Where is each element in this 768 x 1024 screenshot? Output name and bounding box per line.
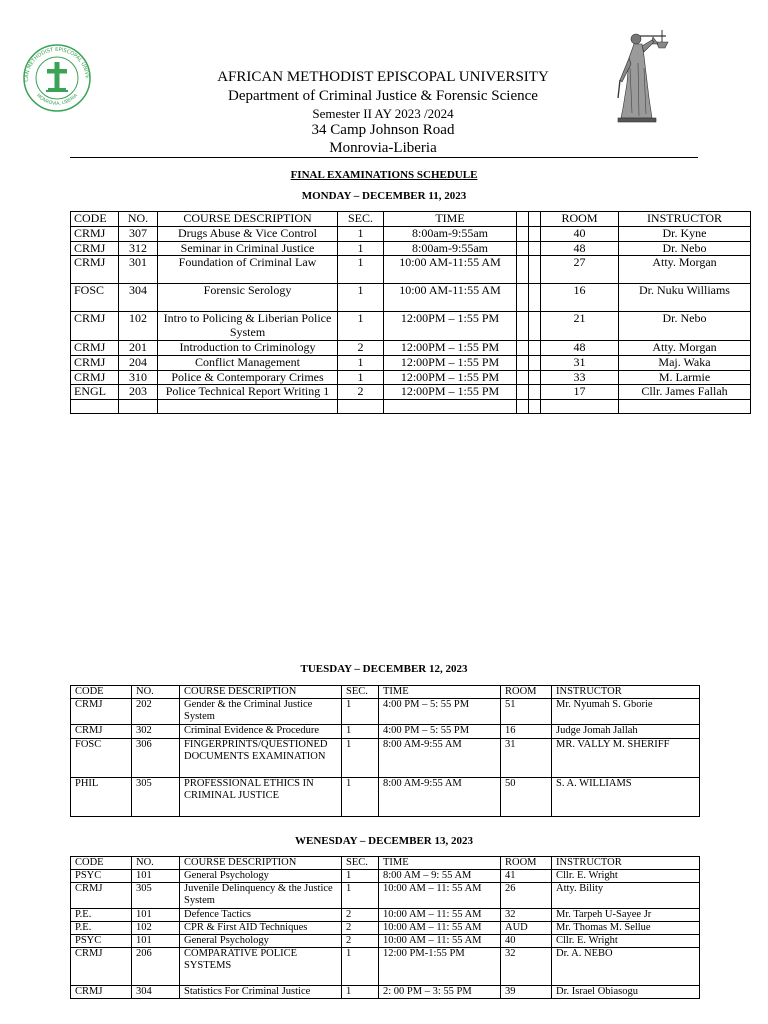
header-cell-number: NO. <box>119 212 158 227</box>
cell-course-description: Police & Contemporary Crimes <box>158 370 338 385</box>
cell-time: 4:00 PM – 5: 55 PM <box>379 699 501 725</box>
cell-number: 302 <box>132 725 180 739</box>
cell-blank-a <box>517 241 529 256</box>
cell-code: CRMJ <box>71 256 119 284</box>
cell-code: ENGL <box>71 385 119 400</box>
table-row <box>71 986 700 999</box>
header-cell-code: CODE <box>71 857 132 870</box>
table-row <box>71 870 700 883</box>
header-cell-number: NO. <box>132 857 180 870</box>
header-cell-course-description: COURSE DESCRIPTION <box>180 686 342 699</box>
table-row <box>71 400 751 414</box>
cell-code: P.E. <box>71 909 132 922</box>
cell-instructor: Cllr. E. Wright <box>552 935 700 948</box>
header-cell-course-description: COURSE DESCRIPTION <box>158 212 338 227</box>
table-row <box>71 922 700 935</box>
cell-section: 1 <box>342 948 379 986</box>
cell-time: 4:00 PM – 5: 55 PM <box>379 725 501 739</box>
cell-instructor: Mr. Tarpeh U-Sayee Jr <box>552 909 700 922</box>
cell-blank-a <box>517 385 529 400</box>
cell-instructor: Atty. Morgan <box>619 340 751 355</box>
cell-number: 102 <box>132 922 180 935</box>
table-row <box>71 385 751 400</box>
cell-code: CRMJ <box>71 883 132 909</box>
wednesday-schedule-table <box>70 856 700 999</box>
semester-label: Semester II AY 2023 /2024 <box>312 106 454 121</box>
cell-instructor: Maj. Waka <box>619 355 751 370</box>
cell-number <box>119 400 158 414</box>
cell-room: 51 <box>501 699 552 725</box>
cell-course-description: Statistics For Criminal Justice <box>180 986 342 999</box>
cell-code: CRMJ <box>71 699 132 725</box>
cell-section: 1 <box>342 778 379 817</box>
cell-section: 1 <box>338 312 384 341</box>
cell-time <box>384 400 517 414</box>
cell-blank-b <box>529 370 541 385</box>
cell-code: PSYC <box>71 870 132 883</box>
cell-number: 206 <box>132 948 180 986</box>
cell-time: 8:00 AM-9:55 AM <box>379 778 501 817</box>
cell-section: 1 <box>342 699 379 725</box>
cell-code: FOSC <box>71 739 132 778</box>
header-cell-instructor: INSTRUCTOR <box>619 212 751 227</box>
cell-room: 21 <box>541 312 619 341</box>
cell-course-description: Gender & the Criminal Justice System <box>180 699 342 725</box>
cell-blank-b <box>529 355 541 370</box>
cell-blank-a <box>517 256 529 284</box>
header-cell-code: CODE <box>71 686 132 699</box>
cell-code: CRMJ <box>71 370 119 385</box>
header-cell-code: CODE <box>71 212 119 227</box>
cell-course-description: Police Technical Report Writing 1 <box>158 385 338 400</box>
cell-instructor: M. Larmie <box>619 370 751 385</box>
cell-room: 17 <box>541 385 619 400</box>
cell-number: 101 <box>132 870 180 883</box>
cell-number: 101 <box>132 909 180 922</box>
cell-blank-a <box>517 370 529 385</box>
table-row <box>71 241 751 256</box>
cell-instructor: Dr. Kyne <box>619 226 751 241</box>
cell-time: 12:00PM – 1:55 PM <box>384 385 517 400</box>
cell-room: 31 <box>541 355 619 370</box>
schedule-title: FINAL EXAMINATIONS SCHEDULE <box>290 169 478 181</box>
cell-course-description: Drugs Abuse & Vice Control <box>158 226 338 241</box>
cell-time: 8:00 AM – 9: 55 AM <box>379 870 501 883</box>
cell-room: 32 <box>501 948 552 986</box>
cell-blank-b <box>529 400 541 414</box>
header-cell-time: TIME <box>379 686 501 699</box>
cell-number: 201 <box>119 340 158 355</box>
table-row <box>71 340 751 355</box>
header-cell-instructor: INSTRUCTOR <box>552 686 700 699</box>
table-row <box>71 778 700 817</box>
cell-code: FOSC <box>71 284 119 312</box>
cell-course-description <box>158 400 338 414</box>
cell-room: 16 <box>541 284 619 312</box>
cell-room: AUD <box>501 922 552 935</box>
cell-blank-a <box>517 355 529 370</box>
cell-code: CRMJ <box>71 725 132 739</box>
cell-room: 50 <box>501 778 552 817</box>
cell-instructor: Cllr. E. Wright <box>552 870 700 883</box>
seal-cross-emblem <box>46 62 68 92</box>
table-row <box>71 284 751 312</box>
cell-code: CRMJ <box>71 226 119 241</box>
cell-instructor: Atty. Bility <box>552 883 700 909</box>
cell-code: CRMJ <box>71 340 119 355</box>
cell-section: 2 <box>342 909 379 922</box>
cell-instructor: Dr. Nebo <box>619 312 751 341</box>
table-row <box>71 226 751 241</box>
table-row <box>71 883 700 909</box>
table-row <box>71 935 700 948</box>
cell-section: 1 <box>342 986 379 999</box>
cell-instructor: S. A. WILLIAMS <box>552 778 700 817</box>
header-cell-room: ROOM <box>541 212 619 227</box>
svg-text:AFRICAN METHODIST EPISCOPAL UN <box>18 44 90 82</box>
cell-instructor: Dr. Nuku Williams <box>619 284 751 312</box>
cell-course-description: Seminar in Criminal Justice <box>158 241 338 256</box>
cell-section: 1 <box>338 284 384 312</box>
cell-room: 48 <box>541 340 619 355</box>
cell-course-description: Defence Tactics <box>180 909 342 922</box>
cell-blank-b <box>529 284 541 312</box>
cell-course-description: COMPARATIVE POLICE SYSTEMS <box>180 948 342 986</box>
cell-blank-b <box>529 226 541 241</box>
cell-section: 1 <box>342 870 379 883</box>
cell-number: 306 <box>132 739 180 778</box>
university-name: AFRICAN METHODIST EPISCOPAL UNIVERSITY <box>217 69 549 85</box>
cell-number: 304 <box>132 986 180 999</box>
cell-number: 203 <box>119 385 158 400</box>
cell-room: 27 <box>541 256 619 284</box>
header-cell-number: NO. <box>132 686 180 699</box>
cell-instructor: MR. VALLY M. SHERIFF <box>552 739 700 778</box>
cell-number: 102 <box>119 312 158 341</box>
cell-blank-b <box>529 256 541 284</box>
cell-course-description: FINGERPRINTS/QUESTIONED DOCUMENTS EXAMINATION <box>180 739 342 778</box>
cell-code: CRMJ <box>71 948 132 986</box>
header-cell-room: ROOM <box>501 686 552 699</box>
cell-time: 8:00am-9:55am <box>384 226 517 241</box>
table-row <box>71 256 751 284</box>
cell-room: 39 <box>501 986 552 999</box>
cell-number: 305 <box>132 778 180 817</box>
cell-instructor: Atty. Morgan <box>619 256 751 284</box>
cell-code: CRMJ <box>71 312 119 341</box>
cell-instructor: Dr. Nebo <box>619 241 751 256</box>
cell-course-description: General Psychology <box>180 935 342 948</box>
header-cell-time: TIME <box>379 857 501 870</box>
cell-number: 304 <box>119 284 158 312</box>
table-row <box>71 725 700 739</box>
cell-time: 10:00 AM-11:55 AM <box>384 284 517 312</box>
cell-section: 1 <box>338 256 384 284</box>
cell-course-description: General Psychology <box>180 870 342 883</box>
cell-time: 10:00 AM – 11: 55 AM <box>379 922 501 935</box>
wednesday-heading: WENESDAY – DECEMBER 13, 2023 <box>295 835 473 847</box>
cell-code: PSYC <box>71 935 132 948</box>
cell-instructor: Mr. Thomas M. Sellue <box>552 922 700 935</box>
cell-time: 10:00 AM-11:55 AM <box>384 256 517 284</box>
cell-section: 1 <box>338 370 384 385</box>
cell-time: 12:00 PM-1:55 PM <box>379 948 501 986</box>
cell-instructor: Dr. Israel Obiasogu <box>552 986 700 999</box>
header-cell-time: TIME <box>384 212 517 227</box>
cell-blank-b <box>529 340 541 355</box>
cell-course-description: Juvenile Delinquency & the Justice System <box>180 883 342 909</box>
seal-text-top: CAN METHODIST EPISCOPAL UNIVE <box>23 46 90 82</box>
header-cell-course-description: COURSE DESCRIPTION <box>180 857 342 870</box>
cell-number: 301 <box>119 256 158 284</box>
cell-number: 312 <box>119 241 158 256</box>
cell-code: CRMJ <box>71 355 119 370</box>
cell-section: 1 <box>338 355 384 370</box>
university-seal-logo <box>18 44 96 112</box>
header-cell-section: SEC. <box>338 212 384 227</box>
cell-section: 2 <box>338 385 384 400</box>
cell-time: 8:00 AM-9:55 AM <box>379 739 501 778</box>
header-cell-section: SEC. <box>342 857 379 870</box>
cell-blank-a <box>517 340 529 355</box>
table-row <box>71 699 700 725</box>
cell-section: 1 <box>342 739 379 778</box>
cell-time: 12:00PM – 1:55 PM <box>384 312 517 341</box>
seal-text-bottom: MONROVIA, LIBERIA <box>35 93 79 107</box>
cell-course-description: PROFESSIONAL ETHICS IN CRIMINAL JUSTICE <box>180 778 342 817</box>
cell-blank-b <box>529 241 541 256</box>
tuesday-schedule-table <box>70 685 700 817</box>
cell-time: 10:00 AM – 11: 55 AM <box>379 909 501 922</box>
cell-section: 1 <box>342 883 379 909</box>
table-header-row <box>71 857 700 870</box>
cell-section: 2 <box>342 935 379 948</box>
cell-time: 12:00PM – 1:55 PM <box>384 340 517 355</box>
city-label: Monrovia-Liberia <box>329 140 437 156</box>
cell-time: 10:00 AM – 11: 55 AM <box>379 883 501 909</box>
cell-blank-a <box>517 312 529 341</box>
table-row <box>71 739 700 778</box>
cell-course-description: Intro to Policing & Liberian Police System <box>158 312 338 341</box>
cell-number: 307 <box>119 226 158 241</box>
cell-blank-a <box>517 226 529 241</box>
cell-room: 33 <box>541 370 619 385</box>
cell-room <box>541 400 619 414</box>
cell-course-description: Criminal Evidence & Procedure <box>180 725 342 739</box>
cell-instructor: Judge Jomah Jallah <box>552 725 700 739</box>
cell-blank-a <box>517 284 529 312</box>
cell-code: CRMJ <box>71 241 119 256</box>
cell-section <box>338 400 384 414</box>
table-row <box>71 948 700 986</box>
cell-room: 26 <box>501 883 552 909</box>
table-header-row <box>71 212 751 227</box>
cell-instructor: Mr. Nyumah S. Gborie <box>552 699 700 725</box>
table-row <box>71 370 751 385</box>
table-row <box>71 312 751 341</box>
table-row <box>71 355 751 370</box>
cell-room: 32 <box>501 909 552 922</box>
cell-time: 12:00PM – 1:55 PM <box>384 355 517 370</box>
cell-room: 16 <box>501 725 552 739</box>
cell-number: 310 <box>119 370 158 385</box>
cell-time: 10:00 AM – 11: 55 AM <box>379 935 501 948</box>
cell-time: 12:00PM – 1:55 PM <box>384 370 517 385</box>
table-row <box>71 909 700 922</box>
header-cell-blank-b <box>529 212 541 227</box>
cell-section: 1 <box>338 241 384 256</box>
cell-section: 2 <box>342 922 379 935</box>
cell-time: 8:00am-9:55am <box>384 241 517 256</box>
cell-course-description: Forensic Serology <box>158 284 338 312</box>
cell-blank-b <box>529 312 541 341</box>
header-cell-section: SEC. <box>342 686 379 699</box>
cell-number: 101 <box>132 935 180 948</box>
street-address: 34 Camp Johnson Road <box>311 122 455 138</box>
cell-course-description: Foundation of Criminal Law <box>158 256 338 284</box>
cell-room: 41 <box>501 870 552 883</box>
monday-schedule-table <box>70 211 751 414</box>
cell-room: 40 <box>541 226 619 241</box>
header-cell-instructor: INSTRUCTOR <box>552 857 700 870</box>
cell-number: 204 <box>119 355 158 370</box>
cell-course-description: Conflict Management <box>158 355 338 370</box>
header-cell-blank-a <box>517 212 529 227</box>
cell-instructor <box>619 400 751 414</box>
cell-instructor: Dr. A. NEBO <box>552 948 700 986</box>
cell-blank-b <box>529 385 541 400</box>
cell-course-description: CPR & First AID Techniques <box>180 922 342 935</box>
cell-number: 202 <box>132 699 180 725</box>
tuesday-heading: TUESDAY – DECEMBER 12, 2023 <box>300 663 468 675</box>
cell-section: 1 <box>338 226 384 241</box>
cell-section: 2 <box>338 340 384 355</box>
cell-code: CRMJ <box>71 986 132 999</box>
cell-section: 1 <box>342 725 379 739</box>
cell-room: 31 <box>501 739 552 778</box>
cell-room: 40 <box>501 935 552 948</box>
cell-code <box>71 400 119 414</box>
cell-course-description: Introduction to Criminology <box>158 340 338 355</box>
header-cell-room: ROOM <box>501 857 552 870</box>
department-name: Department of Criminal Justice & Forensic Science <box>228 88 538 104</box>
cell-instructor: Cllr. James Fallah <box>619 385 751 400</box>
cell-number: 305 <box>132 883 180 909</box>
cell-time: 2: 00 PM – 3: 55 PM <box>379 986 501 999</box>
monday-heading: MONDAY – DECEMBER 11, 2023 <box>301 190 467 202</box>
table-header-row <box>71 686 700 699</box>
header-divider <box>70 157 698 158</box>
cell-room: 48 <box>541 241 619 256</box>
cell-blank-a <box>517 400 529 414</box>
cell-code: PHIL <box>71 778 132 817</box>
cell-code: P.E. <box>71 922 132 935</box>
